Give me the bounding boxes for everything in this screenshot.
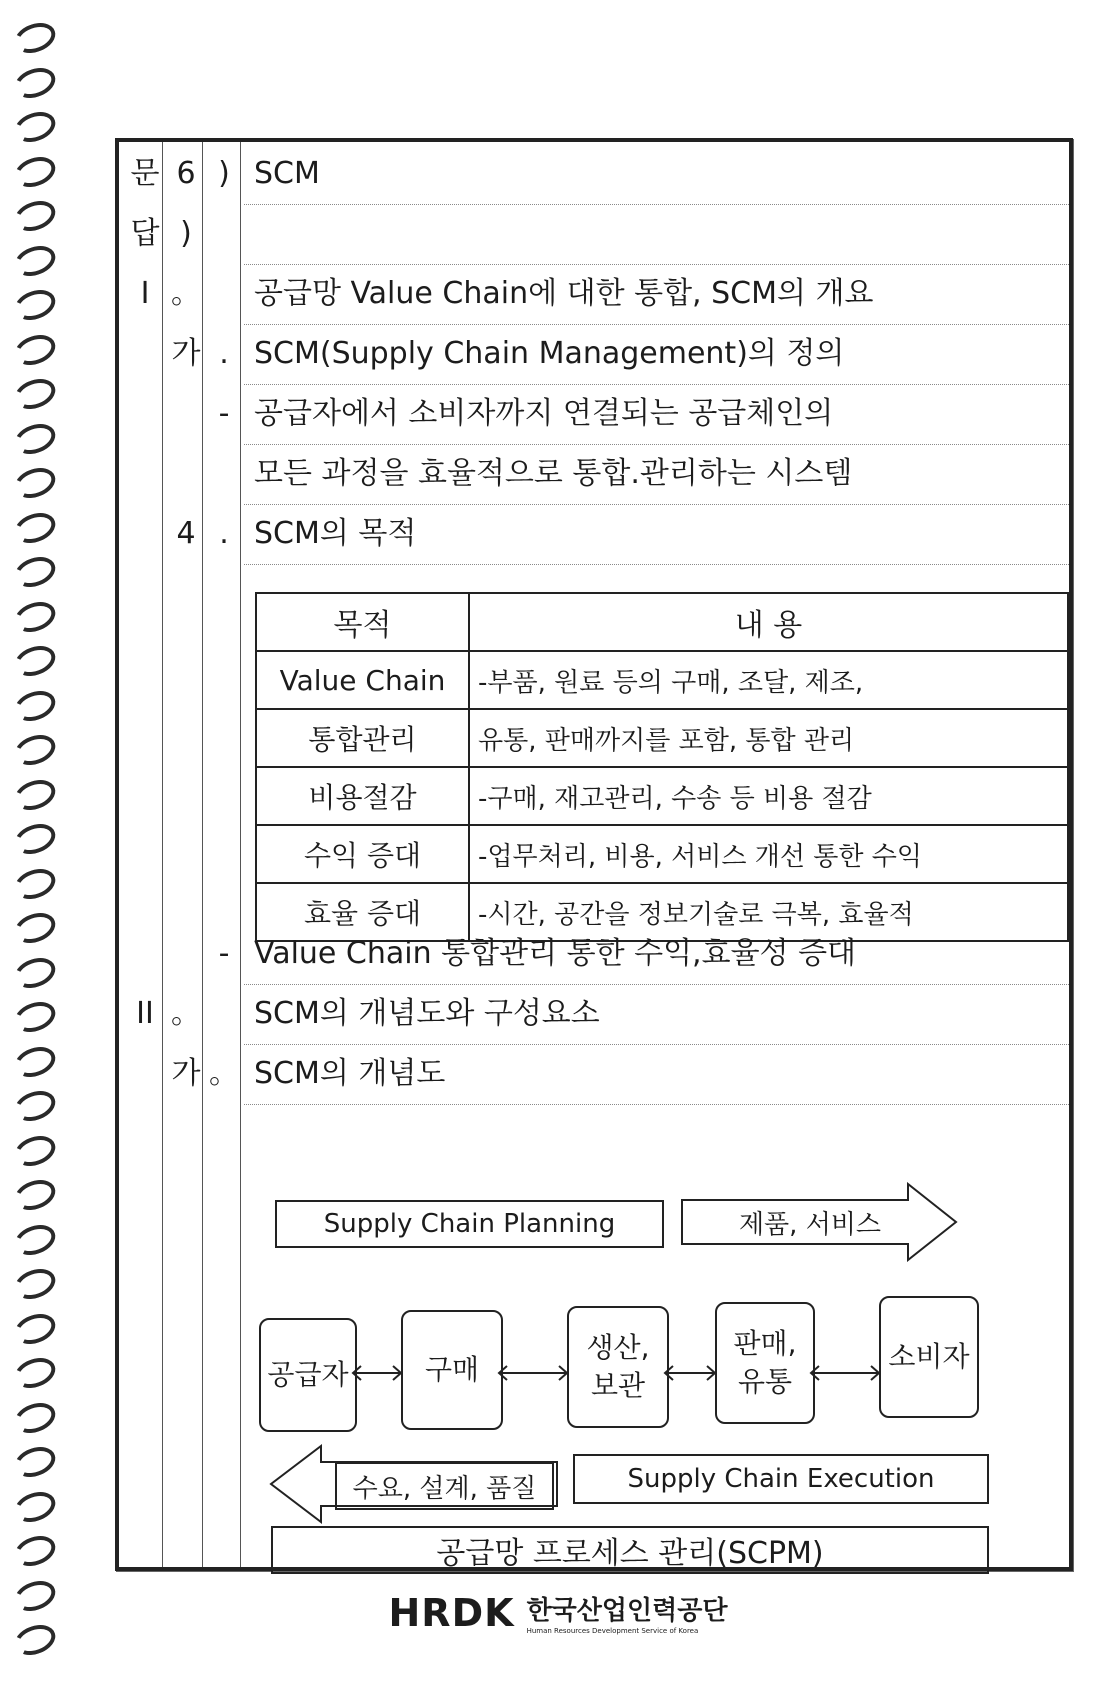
spiral-ring — [10, 285, 59, 326]
spiral-ring — [10, 641, 59, 682]
spiral-ring — [10, 952, 59, 993]
line-text: 모든 과정을 효율적으로 통합.관리하는 시스템 — [254, 456, 853, 491]
table-row — [256, 825, 1068, 883]
column-divider — [162, 142, 163, 1567]
spiral-ring — [10, 863, 59, 904]
desc-cell: -시간, 공간을 정보기술로 극복, 효율적 — [469, 883, 1068, 941]
supply-chain-planning-box: Supply Chain Planning — [275, 1200, 664, 1248]
line-text: 공급망 Value Chain에 대한 통합, SCM의 개요 — [254, 276, 874, 311]
outline-marker: II — [136, 996, 154, 1031]
notebook-line — [176, 504, 1069, 565]
spiral-ring — [10, 1531, 59, 1572]
goal-cell: 수익 증대 — [256, 825, 469, 883]
hrdk-logo — [389, 1590, 728, 1635]
line-text: SCM의 개념도와 구성요소 — [254, 996, 600, 1031]
spiral-ring — [10, 107, 59, 148]
spiral-ring — [10, 1486, 59, 1527]
line-text: SCM(Supply Chain Management)의 정의 — [254, 336, 845, 371]
notebook-line — [171, 1044, 1069, 1105]
outline-marker: . — [219, 516, 229, 551]
outline-marker: - — [218, 936, 230, 971]
spiral-ring — [10, 1041, 59, 1082]
desc-cell: -부품, 원료 등의 구매, 조달, 제조, — [469, 651, 1068, 709]
spiral-ring — [10, 62, 59, 103]
outline-marker: ) — [218, 156, 230, 191]
line-text: 공급자에서 소비자까지 연결되는 공급체인의 — [254, 396, 834, 431]
node-purchase — [401, 1310, 503, 1430]
goal-cell: 비용절감 — [256, 767, 469, 825]
forward-arrow-label: 제품, 서비스 — [738, 1209, 882, 1240]
spiral-ring — [10, 329, 59, 370]
outline-marker: 。 — [209, 1056, 239, 1091]
spiral-ring — [10, 463, 59, 504]
answer-sheet — [115, 138, 1073, 1571]
spiral-ring — [10, 1264, 59, 1305]
notebook-line — [140, 264, 1069, 325]
spiral-ring — [10, 1219, 59, 1260]
logo-mark: HRDK — [388, 1590, 515, 1635]
notebook-line — [218, 924, 1069, 985]
outline-marker: - — [218, 396, 230, 431]
node-label: 보관 — [590, 1369, 646, 1402]
outline-marker: I — [140, 276, 150, 311]
spiral-ring — [10, 196, 59, 237]
line-text: SCM의 목적 — [254, 516, 417, 551]
outline-marker: . — [219, 336, 229, 371]
table-row — [256, 709, 1068, 767]
spiral-ring — [10, 1175, 59, 1216]
logo-korean: 한국산업인력공단 — [526, 1596, 728, 1626]
spiral-ring — [10, 1130, 59, 1171]
node-production — [567, 1306, 669, 1428]
spiral-ring — [10, 374, 59, 415]
node-label: 판매, — [733, 1327, 797, 1360]
notebook-line — [244, 444, 1069, 505]
node-label: 구매 — [424, 1353, 480, 1386]
spiral-ring — [10, 685, 59, 726]
outline-marker: ) — [180, 216, 192, 251]
goal-cell: 통합관리 — [256, 709, 469, 767]
spiral-ring — [10, 908, 59, 949]
header-goal: 목적 — [256, 593, 469, 651]
spiral-ring — [10, 240, 59, 281]
goal-cell: 효율 증대 — [256, 883, 469, 941]
spiral-ring — [10, 730, 59, 771]
table-row — [256, 767, 1068, 825]
scpm-box: 공급망 프로세스 관리(SCPM) — [271, 1526, 989, 1574]
notebook-line — [218, 384, 1069, 445]
spiral-ring — [10, 1353, 59, 1394]
spiral-ring — [10, 596, 59, 637]
node-label: 유통 — [737, 1365, 793, 1398]
line-text: SCM의 개념도 — [254, 1056, 446, 1091]
supply-chain-execution-box: Supply Chain Execution — [573, 1454, 989, 1504]
outline-marker: 문 — [130, 156, 160, 191]
outline-marker: 。 — [171, 996, 201, 1031]
outline-marker: 。 — [171, 276, 201, 311]
desc-cell: -업무처리, 비용, 서비스 개선 통한 수익 — [469, 825, 1068, 883]
spiral-ring — [10, 507, 59, 548]
line-text: SCM — [254, 156, 320, 191]
header-content: 내 용 — [469, 593, 1068, 651]
backward-arrow-label: 수요, 설계, 품질 — [335, 1462, 554, 1510]
footer — [0, 1590, 1116, 1635]
outline-marker: 가 — [171, 1056, 201, 1091]
spiral-ring — [10, 1308, 59, 1349]
node-label: 소비자 — [888, 1340, 970, 1373]
logo-english: Human Resources Development Service of Korea — [526, 1627, 699, 1635]
spiral-ring — [10, 774, 59, 815]
scm-concept-diagram — [255, 1182, 1069, 1571]
notebook-line — [130, 144, 1069, 205]
spiral-binding — [14, 24, 54, 1674]
table-row — [256, 651, 1068, 709]
table-header-row — [256, 593, 1068, 651]
spiral-ring — [10, 997, 59, 1038]
outline-marker: 4 — [176, 516, 196, 551]
goal-cell: Value Chain — [256, 651, 469, 709]
spiral-ring — [10, 1397, 59, 1438]
spiral-ring — [10, 552, 59, 593]
spiral-ring — [10, 18, 59, 59]
notebook-line — [171, 324, 1069, 385]
node-consumer — [879, 1296, 979, 1418]
outline-marker: 가 — [171, 336, 201, 371]
outline-marker: 답 — [130, 216, 160, 251]
line-text: Value Chain 통합관리 통한 수익,효율성 증대 — [254, 936, 857, 971]
node-label: 공급자 — [267, 1358, 349, 1391]
node-sales — [715, 1302, 815, 1424]
spiral-ring — [10, 418, 59, 459]
scm-goals-table — [255, 592, 1069, 942]
spiral-ring — [10, 1086, 59, 1127]
notebook-line — [130, 204, 1069, 265]
spiral-ring — [10, 1442, 59, 1483]
outline-marker: 6 — [176, 156, 196, 191]
node-label: 생산, — [586, 1331, 650, 1364]
spiral-ring — [10, 819, 59, 860]
node-supplier — [259, 1318, 357, 1432]
spiral-ring — [10, 151, 59, 192]
desc-cell: -구매, 재고관리, 수송 등 비용 절감 — [469, 767, 1068, 825]
desc-cell: 유통, 판매까지를 포함, 통합 관리 — [469, 709, 1068, 767]
notebook-line — [136, 984, 1069, 1045]
